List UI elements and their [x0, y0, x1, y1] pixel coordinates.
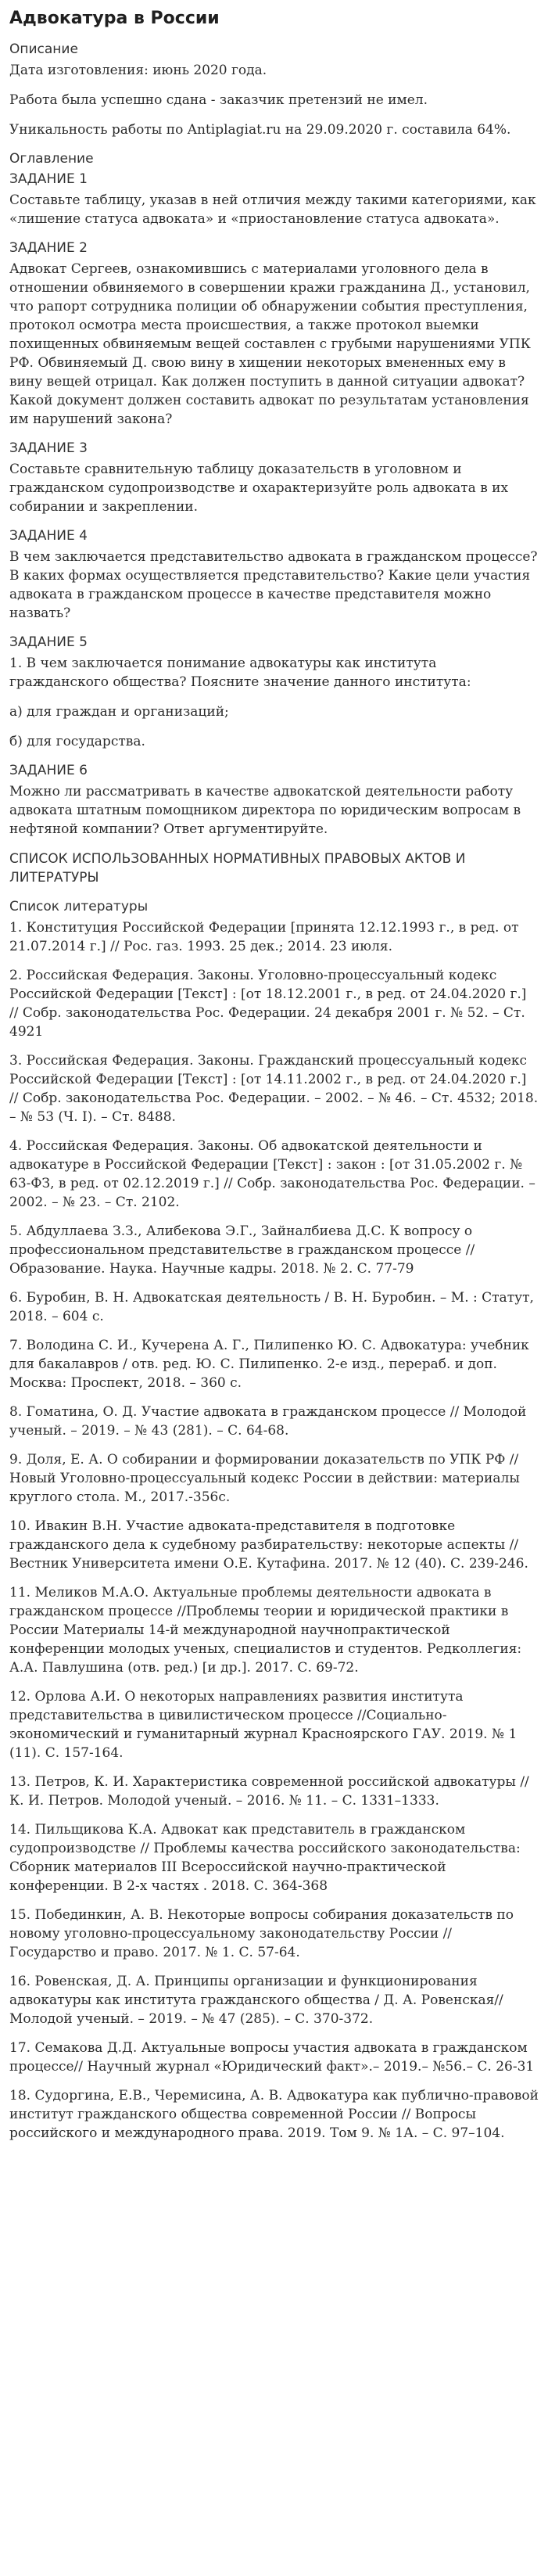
reference-item: 11. Меликов М.А.О. Актуальные проблемы деятельности адвоката в гражданском процессе //Проблемы теории и юридической практики в России Материалы 14-й международной научнопрактической конференции молодых ученых, специалистов и студентов. Редколлегия: А.А. Павлушина (отв. ред.) [и др.]. 2017. С. 69-72. [9, 1585, 522, 1676]
task-text: Составьте сравнительную таблицу доказательств в уголовном и гражданском судопроизводстве и охарактеризуйте роль адвоката в их собирании и закреплении. [9, 462, 509, 515]
task-text: Можно ли рассматривать в качестве адвокатской деятельности работу адвоката штатным помощником директора по юридическим вопросам в нефтяной компании? Ответ аргументируйте. [9, 784, 521, 837]
task-heading: ЗАДАНИЕ 5 [9, 634, 88, 650]
task-heading: ЗАДАНИЕ 3 [9, 440, 88, 456]
toc-heading: Оглавление [9, 151, 94, 167]
reference-item: 5. Абдуллаева З.З., Алибекова Э.Г., Зайналбиева Д.С. К вопросу о профессиональном представительстве в гражданском процессе // Образование. Наука. Научные кадры. 2018. № 2. С. 77-79 [9, 1223, 475, 1277]
reference-item: 7. Володина С. И., Кучерена А. Г., Пилипенко Ю. С. Адвокатура: учебник для бакалавров / отв. ред. Ю. С. Пилипенко. 2-е изд., перераб. и доп. Москва: Проспект, 2018. – 360 с. [9, 1338, 529, 1391]
reference-item: 6. Буробин, В. Н. Адвокатская деятельность / В. Н. Буробин. – М. : Статут, 2018. – 604 с. [9, 1290, 534, 1324]
reference-item: 2. Российская Федерация. Законы. Уголовно-процессуальный кодекс Российской Федерации [Текст] : [от 18.12.2001 г., в ред. от 24.04.2020 г.] // Собр. законодательства Рос. Федерации. 24 декабря 2001 г. № 52. – Ст. 4921 [9, 968, 527, 1040]
reference-item: 17. Семакова Д.Д. Актуальные вопросы участия адвоката в гражданском процессе// Научный журнал «Юридический факт».– 2019.– №56.– С. 26-31 [9, 2040, 535, 2075]
task-text: а) для граждан и организаций; [9, 704, 229, 720]
reference-item: 8. Гоматина, О. Д. Участие адвоката в гражданском процессе // Молодой ученый. – 2019. – № 43 (281). – С. 64-68. [9, 1404, 527, 1439]
task-text: Составьте таблицу, указав в ней отличия между такими категориями, как «лишение статуса адвоката» и «приостановление статуса адвоката». [9, 192, 536, 227]
task-heading: ЗАДАНИЕ 6 [9, 763, 88, 778]
reference-item: 13. Петров, К. И. Характеристика современной российской адвокатуры // К. И. Петров. Молодой ученый. – 2016. № 11. – С. 1331–1333. [9, 1774, 529, 1809]
uniqueness-text: Уникальность работы по Antiplagiat.ru на 29.09.2020 г. составила 64%. [9, 122, 511, 138]
status-text: Работа была успешно сдана - заказчик претензий не имел. [9, 92, 428, 108]
task-heading: ЗАДАНИЕ 4 [9, 528, 88, 544]
task-text: В чем заключается представительство адвоката в гражданском процессе? В каких формах осуществляется представительство? Какие цели участия адвоката в гражданском процессе в качестве представителя можно назвать? [9, 549, 538, 621]
reference-item: 10. Ивакин В.Н. Участие адвоката-представителя в подготовке гражданского дела к судебному разбирательству: некоторые аспекты // Вестник Университета имени О.Е. Кутафина. 2017. № 12 (40). С. 239-246. [9, 1518, 528, 1572]
task-text: 1. В чем заключается понимание адвокатуры как института гражданского общества? Поясните значение данного института: [9, 656, 471, 690]
sources-heading: СПИСОК ИСПОЛЬЗОВАННЫХ НОРМАТИВНЫХ ПРАВОВЫХ АКТОВ И ЛИТЕРАТУРЫ [9, 851, 466, 886]
reference-item: 14. Пильщикова К.А. Адвокат как представитель в гражданском судопроизводстве // Проблемы качества российского законодательства: Сборник материалов III Всероссийской научно-практической конференции. В 2-х частях . 2018. С. 364-368 [9, 1822, 521, 1894]
task-text: Адвокат Сергеев, ознакомившись с материалами уголовного дела в отношении обвиняемого в совершении кражи гражданина Д., установил, что рапорт сотрудника полиции об обнаружении события преступления, протокол осмотра места происшествия, а также протокол выемки похищенных обвиняемым вещей составлен с грубыми нарушениями УПК РФ. Обвиняемый Д. свою вину в хищении некоторых вмененных ему в вину вещей отрицал. Как должен поступить в данной ситуации адвокат? Какой документ должен составить адвокат по результатам установления им нарушений закона? [9, 261, 531, 427]
reference-item: 16. Ровенская, Д. А. Принципы организации и функционирования адвокатуры как института гражданского общества / Д. А. Ровенская// Молодой ученый. – 2019. – № 47 (285). – С. 370-372. [9, 1974, 503, 2027]
reference-item: 9. Доля, Е. А. О собирании и формировании доказательств по УПК РФ // Новый Уголовно-процессуальный кодекс России в действии: материалы круглого стола. М., 2017.-356с. [9, 1452, 520, 1505]
tasks-section [9, 171, 539, 839]
reference-item: 12. Орлова А.И. О некоторых направлениях развития института представительства в цивилистическом процессе //Социально-экономический и гуманитарный журнал Красноярского ГАУ. 2019. № 1 (11). С. 157-164. [9, 1689, 518, 1761]
references-list [9, 918, 539, 2143]
description-heading: Описание [9, 41, 78, 57]
task-heading: ЗАДАНИЕ 1 [9, 171, 88, 187]
task-heading: ЗАДАНИЕ 2 [9, 240, 88, 256]
reference-item: 4. Российская Федерация. Законы. Об адвокатской деятельности и адвокатуре в Российской Федерации [Текст] : закон : [от 31.05.2002 г. № 63-ФЗ, в ред. от 02.12.2019 г.] // Собр. законодательства Рос. Федерации. – 2002. – № 23. – Ст. 2102. [9, 1138, 535, 1210]
page-title: Адвокатура в России [9, 9, 220, 28]
task-text: б) для государства. [9, 734, 145, 749]
literature-heading: Список литературы [9, 899, 149, 914]
reference-item: 1. Конституция Российской Федерации [принята 12.12.1993 г., в ред. от 21.07.2014 г.] // Рос. газ. 1993. 25 дек.; 2014. 23 июля. [9, 920, 519, 954]
reference-item: 3. Российская Федерация. Законы. Гражданский процессуальный кодекс Российской Федерации [Текст] : [от 14.11.2002 г., в ред. от 24.04.2020 г.] // Собр. законодательства Рос. Федерации. – 2002. – № 46. – Ст. 4532; 2018. – № 53 (Ч. I). – Ст. 8488. [9, 1053, 539, 1125]
made-date: Дата изготовления: июнь 2020 года. [9, 63, 267, 78]
reference-item: 15. Побединкин, А. В. Некоторые вопросы собирания доказательств по новому уголовно-процессуальному законодательству России // Государство и право. 2017. № 1. С. 57-64. [9, 1907, 514, 1960]
reference-item: 18. Судоргина, Е.В., Черемисина, А. В. Адвокатура как публично-правовой институт гражданского общества современной России // Вопросы российского и международного права. 2019. Том 9. № 1А. – С. 97–104. [9, 2088, 539, 2141]
